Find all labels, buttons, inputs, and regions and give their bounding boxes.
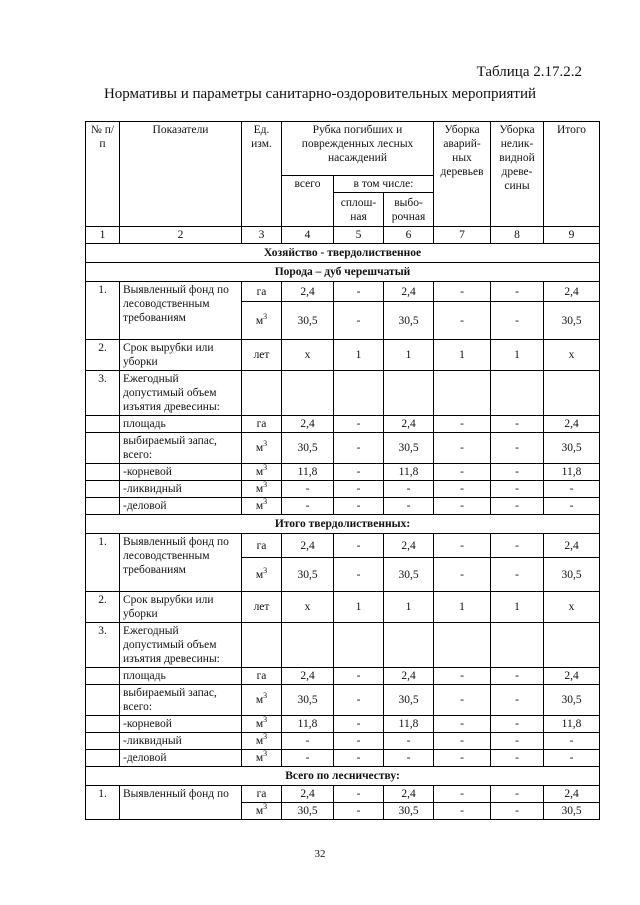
row-label: Срок вырубки или уборки [120,340,242,371]
value-cell: 30,5 [282,685,334,716]
value-cell: 2,4 [282,786,334,803]
value-cell: - [334,534,384,558]
value-cell: 2,4 [544,282,600,302]
row-label: Срок вырубки или уборки [120,592,242,623]
value-cell: 2,4 [384,282,434,302]
section-row: Хозяйство - твердолиственное [86,244,600,263]
value-cell: - [434,786,491,803]
value-cell: 1 [491,592,544,623]
row-label: Выявленный фонд по лесоводственным требованиям [120,534,242,592]
value-cell: 11,8 [282,464,334,481]
header-indicator: Показатели [120,122,242,227]
value-cell: - [491,803,544,820]
value-cell: - [434,416,491,433]
unit-cell: га [242,282,282,302]
colnum: 3 [242,227,282,244]
row-label: Ежегодный допустимый объем изъятия древесины: [120,623,242,668]
value-cell: 2,4 [384,786,434,803]
value-cell: 2,4 [282,282,334,302]
row-num: 1. [86,534,120,592]
value-cell: - [434,716,491,733]
row-label: площадь [120,416,242,433]
value-cell: 30,5 [384,558,434,592]
header-illiquid: Уборка нелик-видной древе-сины [491,122,544,227]
value-cell: - [544,481,600,498]
value-cell: 11,8 [544,464,600,481]
colnum: 9 [544,227,600,244]
value-cell: - [384,733,434,750]
value-cell: - [491,534,544,558]
value-cell: - [334,416,384,433]
value-cell: - [491,716,544,733]
value-cell: 30,5 [544,433,600,464]
row-label: Выявленный фонд по лесоводственным требованиям [120,282,242,340]
header-including: в том числе: [334,176,434,193]
value-cell: 1 [384,340,434,371]
value-cell: 30,5 [384,685,434,716]
value-cell: - [334,481,384,498]
value-cell: 30,5 [282,433,334,464]
colnum: 5 [334,227,384,244]
value-cell: 30,5 [384,302,434,340]
row-num: 1. [86,786,120,820]
row-label: выбираемый запас, всего: [120,433,242,464]
value-cell: - [434,498,491,515]
unit-cell: $м^3$ [242,803,282,820]
colnum: 8 [491,227,544,244]
section-row: Итого твердолиственных: [86,515,600,534]
value-cell: - [434,481,491,498]
value-cell: - [434,750,491,767]
colnum: 2 [120,227,242,244]
norms-table [85,121,600,820]
colnum: 7 [434,227,491,244]
header-solid: сплош-ная [334,193,384,227]
value-cell: х [282,340,334,371]
value-cell: - [491,558,544,592]
row-label: -деловой [120,498,242,515]
header-selective: выбо-рочная [384,193,434,227]
unit-cell: $м^3$ [242,750,282,767]
unit-cell: $м^3$ [242,558,282,592]
value-cell: 1 [434,340,491,371]
value-cell: - [334,716,384,733]
page-number: 32 [314,848,326,860]
value-cell: 11,8 [384,464,434,481]
value-cell: - [334,498,384,515]
header-total: всего [282,176,334,227]
unit-cell: $м^3$ [242,685,282,716]
value-cell: 30,5 [282,302,334,340]
unit-cell: $м^3$ [242,481,282,498]
value-cell: - [282,733,334,750]
value-cell: - [384,481,434,498]
unit-cell: га [242,668,282,685]
value-cell: - [434,433,491,464]
value-cell: - [491,668,544,685]
value-cell: - [491,481,544,498]
colnum: 6 [384,227,434,244]
value-cell: - [491,416,544,433]
value-cell: 30,5 [544,558,600,592]
value-cell: - [334,685,384,716]
value-cell: 2,4 [544,534,600,558]
value-cell: - [544,750,600,767]
value-cell: 30,5 [544,302,600,340]
value-cell: 30,5 [282,803,334,820]
value-cell: 11,8 [384,716,434,733]
value-cell: 2,4 [384,534,434,558]
value-cell: - [434,282,491,302]
value-cell: - [491,302,544,340]
header-itogo: Итого [544,122,600,227]
value-cell: 1 [491,340,544,371]
value-cell: - [491,786,544,803]
unit-cell: га [242,786,282,803]
value-cell: - [491,733,544,750]
section-row: Порода – дуб черешчатый [86,263,600,282]
row-num: 3. [86,623,120,668]
unit-cell: $м^3$ [242,716,282,733]
value-cell: 2,4 [282,416,334,433]
section-row: Всего по лесничеству: [86,767,600,786]
unit-cell: $м^3$ [242,498,282,515]
value-cell: - [491,498,544,515]
unit-cell: га [242,416,282,433]
unit-cell: лет [242,340,282,371]
row-label: Выявленный фонд по [120,786,242,820]
header-cutting: Рубка погибших и поврежденных лесных насаждений [282,122,434,176]
row-label: выбираемый запас, всего: [120,685,242,716]
row-label: -ликвидный [120,733,242,750]
value-cell: - [334,803,384,820]
value-cell: 11,8 [282,716,334,733]
value-cell: - [334,302,384,340]
value-cell: 1 [434,592,491,623]
row-label: -деловой [120,750,242,767]
row-label: Ежегодный допустимый объем изъятия древесины: [120,371,242,416]
value-cell: - [334,282,384,302]
colnum: 1 [86,227,120,244]
value-cell: - [334,433,384,464]
value-cell: - [434,302,491,340]
value-cell: - [434,464,491,481]
value-cell: 1 [384,592,434,623]
header-emergency: Уборка аварий-ных деревьев [434,122,491,227]
header-num: № п/п [86,122,120,227]
value-cell: - [384,498,434,515]
value-cell: 2,4 [384,668,434,685]
table-title: Нормативы и параметры санитарно-оздоровительных мероприятий [103,86,537,102]
value-cell: 30,5 [282,558,334,592]
value-cell: 30,5 [544,803,600,820]
value-cell: - [434,534,491,558]
value-cell: 11,8 [544,716,600,733]
value-cell: - [334,786,384,803]
value-cell: - [282,481,334,498]
value-cell: - [334,750,384,767]
value-cell: - [491,685,544,716]
value-cell: - [544,733,600,750]
value-cell: - [384,750,434,767]
value-cell: 2,4 [544,668,600,685]
value-cell: 1 [334,592,384,623]
value-cell: - [434,733,491,750]
value-cell: - [434,685,491,716]
row-num: 2. [86,592,120,623]
value-cell: 2,4 [384,416,434,433]
value-cell: 2,4 [282,534,334,558]
value-cell: 2,4 [544,416,600,433]
value-cell: - [334,733,384,750]
unit-cell: $м^3$ [242,464,282,481]
row-num: 3. [86,371,120,416]
value-cell: - [282,498,334,515]
value-cell: х [544,592,600,623]
unit-cell: лет [242,592,282,623]
row-num: 2. [86,340,120,371]
unit-cell: $м^3$ [242,433,282,464]
value-cell: - [434,558,491,592]
value-cell: 1 [334,340,384,371]
value-cell: 2,4 [544,786,600,803]
value-cell: - [491,464,544,481]
row-num: 1. [86,282,120,340]
value-cell: - [491,282,544,302]
value-cell: - [434,668,491,685]
header-unit: Ед. изм. [242,122,282,227]
value-cell: 30,5 [384,433,434,464]
value-cell: 30,5 [384,803,434,820]
value-cell: 30,5 [544,685,600,716]
value-cell: - [544,498,600,515]
value-cell: х [544,340,600,371]
value-cell: - [434,803,491,820]
unit-cell: $м^3$ [242,302,282,340]
value-cell: - [491,750,544,767]
row-label: -корневой [120,716,242,733]
value-cell: - [491,433,544,464]
unit-cell: га [242,534,282,558]
value-cell: - [334,558,384,592]
value-cell: - [334,464,384,481]
value-cell: - [334,668,384,685]
unit-cell: $м^3$ [242,733,282,750]
row-label: -ликвидный [120,481,242,498]
value-cell: 2,4 [282,668,334,685]
colnum: 4 [282,227,334,244]
value-cell: х [282,592,334,623]
row-label: -корневой [120,464,242,481]
row-label: площадь [120,668,242,685]
table-caption: Таблица 2.17.2.2 [476,64,582,80]
value-cell: - [282,750,334,767]
